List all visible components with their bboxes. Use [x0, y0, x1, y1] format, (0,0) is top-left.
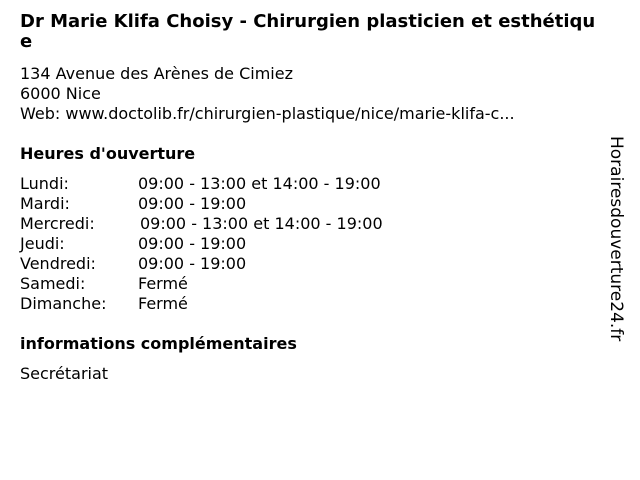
hours-time: Fermé [138, 294, 188, 313]
hours-day: Mercredi: [20, 214, 95, 233]
address-city: 6000 Nice [20, 84, 101, 103]
hours-time: Fermé [138, 274, 188, 293]
business-address [20, 64, 515, 124]
address-street: 134 Avenue des Arènes de Cimiez [20, 64, 293, 83]
additional-info-text: Secrétariat [20, 364, 109, 383]
business-title: Dr Marie Klifa Choisy - Chirurgien plasticien et esthétique [20, 11, 596, 52]
website-link[interactable]: Web: www.doctolib.fr/chirurgien-plastique/nice/marie-klifa-c... [20, 104, 515, 123]
site-brand-watermark: Horairesdouverture24.fr [606, 136, 626, 342]
hours-day: Dimanche: [20, 294, 107, 313]
additional-info-heading: informations complémentaires [20, 334, 297, 353]
hours-time: 09:00 - 13:00 et 14:00 - 19:00 [138, 174, 381, 193]
hours-day: Jeudi: [20, 234, 65, 253]
hours-time: 09:00 - 19:00 [138, 234, 247, 253]
hours-time: 09:00 - 13:00 et 14:00 - 19:00 [140, 214, 383, 233]
opening-hours-heading: Heures d'ouverture [20, 144, 196, 163]
hours-day: Samedi: [20, 274, 86, 293]
hours-day: Vendredi: [20, 254, 96, 273]
hours-time: 09:00 - 19:00 [138, 254, 247, 273]
hours-time: 09:00 - 19:00 [138, 194, 247, 213]
hours-day: Mardi: [20, 194, 70, 213]
hours-day: Lundi: [20, 174, 69, 193]
